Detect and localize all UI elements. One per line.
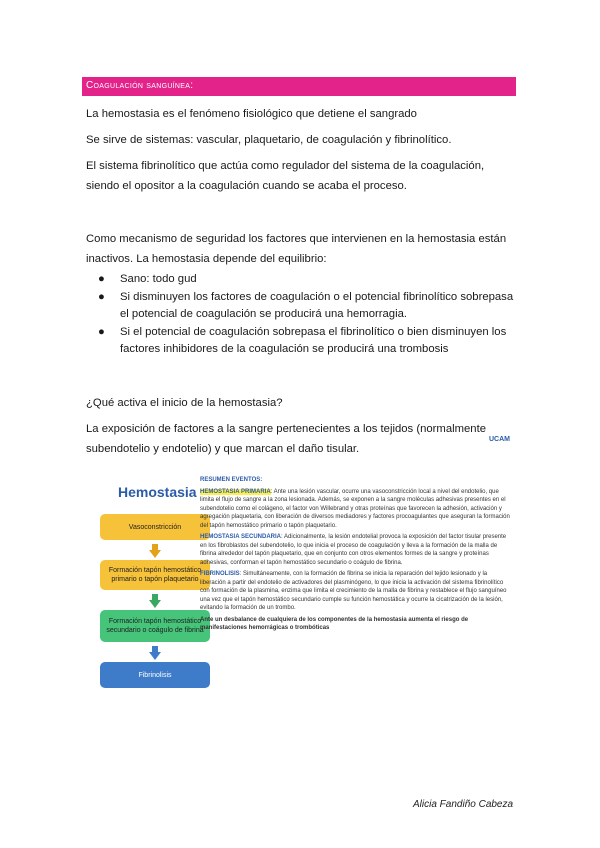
section-banner [82, 77, 516, 96]
bullet-icon: ● [98, 273, 105, 285]
arrow-down-icon [149, 652, 161, 660]
flow-step-fibrinolisis: Fibrinolisis [100, 662, 210, 688]
summary-heading: RESUMEN EVENTOS: [200, 477, 263, 483]
equilibrium-list [86, 271, 516, 359]
list-item: ● Si disminuyen los factores de coagulación o el potencial fibrinolítico sobrepasa el potencial de coagulación se producirá una hemorragia. [98, 291, 514, 320]
flow-step-vasoconstriccion: Vasoconstricción [100, 514, 210, 540]
author-signature: Alicia Fandiño Cabeza [413, 799, 514, 810]
summary-fibrinolisis: FIBRINOLISIS: Simultáneamente, con la formación de fibrina se inicia la reparación del tejido lesionado y la liberación a partir del endotelio de activadores del plasminógeno, lo que inicia la activación del sistema fibrinolítico con formación de la plasmina, enzima que limita el crecimiento de la malla de fibrina y restablece el flujo sanguíneo una vez que el tapón hemostático secundario cumple su función hemostática y ocurre la cicatrización de la lesión, evitando la formación de un trombo. [200, 571, 507, 611]
arrow-down-icon [149, 600, 161, 608]
flow-step-tapon-primario: Formación tapón hemostático primario o tapón plaquetario [100, 560, 210, 590]
summary-secundaria: HEMOSTASIA SECUNDARIA: Adicionalmente, la lesión endotelial provoca la exposición del factor tisular presente en los fibroblastos del subendotelio, lo que inicia el proceso de coagulación y lleva a la formación de la malla de fibrina alrededor del tapón plaquetario, que en conjunto con otros elementos formes de la sangre y proteínas adhesivas, conforman el tapón hemostático secundario o coágulo de fibrina. [200, 534, 507, 566]
figure-title: Hemostasia [118, 484, 197, 500]
list-item: ● Sano: todo gud [86, 271, 516, 288]
paragraph-exposure: La exposición de factores a la sangre pertenecientes a los tejidos (normalmente subendotelio y endotelio) y que marcan el daño tisular. [86, 423, 487, 455]
summary-conclusion: Ante un desbalance de cualquiera de los componentes de la hemostasia aumenta el riesgo de manifestaciones hemorrágicas o trombóticas [200, 616, 469, 631]
bullet-icon: ● [98, 326, 105, 338]
paragraph-definition: La hemostasia es el fenómeno fisiológico que detiene el sangrado [86, 108, 417, 120]
summary-primaria: HEMOSTASIA PRIMARIA: Ante una lesión vascular, ocurre una vasoconstricción local a nivel del endotelio, que limita el flujo de sangre a la zona lesionada. Además, se exponen a la sangre moléculas adhesivas presentes en el subendotelio como el colágeno, el factor von Willebrand y otras proteínas que favorecen la adhesión, activación y agregación plaquetaria, con liberación de diversos mediadores y factores procoagulantes que aseguran la formación del tapón hemostático primario o tapón plaquetario. [200, 488, 510, 529]
flow-step-tapon-secundario: Formación tapón hemostático secundario o coágulo de fibrina [100, 610, 210, 642]
section-title: Coagulación sanguínea: [86, 80, 194, 91]
paragraph-fibrinolytic: El sistema fibrinolítico que actúa como regulador del sistema de la coagulación, siendo el opositor a la coagulación cuando se acaba el proceso. [86, 160, 485, 192]
question-heading: ¿Qué activa el inicio de la hemostasia? [86, 397, 283, 409]
paragraph-security: Como mecanismo de seguridad los factores que intervienen en la hemostasia están inactivos. La hemostasia depende del equilibrio: [86, 233, 507, 265]
ucam-logo: UCAM [489, 436, 510, 443]
bullet-icon: ● [98, 291, 105, 303]
hemostasia-figure [96, 436, 516, 698]
paragraph-systems: Se sirve de sistemas: vascular, plaquetario, de coagulación y fibrinolítico. [86, 134, 452, 146]
list-item: ● Si el potencial de coagulación sobrepasa el fibrinolítico o bien disminuyen los factores inhibidores de la coagulación se producirá una trombosis [98, 326, 507, 355]
arrow-down-icon [149, 550, 161, 558]
summary-text [200, 476, 510, 636]
